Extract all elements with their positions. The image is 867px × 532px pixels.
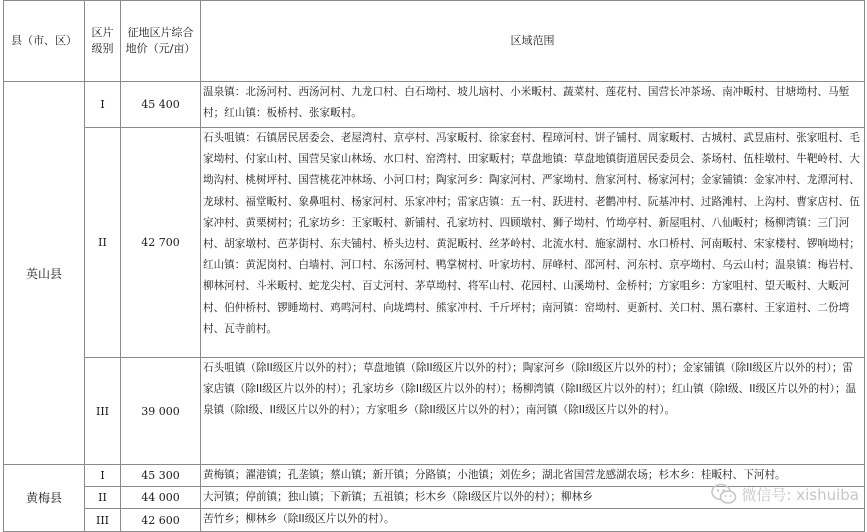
county-cell: 黄梅县 [4, 465, 85, 532]
watermark [711, 483, 859, 505]
table-row [4, 358, 865, 465]
region-cell: 苦竹乡；柳林乡（除II级区片以外的村）。 [201, 509, 865, 531]
price-cell: 44 000 [121, 487, 201, 509]
level-cell: I [85, 465, 121, 487]
region-cell: 黄梅镇；濯港镇；孔垄镇；蔡山镇；新开镇；分路镇；小池镇；刘佐乡；湖北省国营龙感湖农场；杉木乡：桂畈村、下河村。 [201, 465, 865, 487]
header-row [4, 1, 865, 82]
level-cell: II [85, 487, 121, 509]
header-county: 县（市、区） [4, 1, 85, 82]
header-price: 征地区片综合地价（元/亩） [121, 1, 201, 82]
land-price-table [3, 0, 865, 532]
region-cell: 大河镇；停前镇；独山镇；下新镇；五祖镇；杉木乡（除I级区片以外的村）；柳林乡 [201, 487, 865, 509]
level-cell: III [85, 358, 121, 465]
wechat-icon [711, 483, 737, 505]
region-cell: 温泉镇：北汤河村、西汤河村、九龙口村、白石坳村、坡儿垴村、小米畈村、蔬菜村、莲花村、国营长冲茶场、南冲畈村、甘塘坳村、马堑村；红山镇：板桥村、张家畈村。 [201, 82, 865, 128]
level-cell: III [85, 509, 121, 531]
price-cell: 45 300 [121, 465, 201, 487]
region-cell: 石头咀镇（除II级区片以外的村）；草盘地镇（除II级区片以外的村）；陶家河乡（除II级区片以外的村）；金家铺镇（除II级区片以外的村）；雷家店镇（除II级区片以外的村）；孔家坊乡（除II级区片以外的村）；杨柳湾镇（除II级区片以外的村）；红山镇（除I级、II级区片以外的村）；温泉镇（除I级、II级区片以外的村）；方家咀乡（除II级区片以外的村）；南河镇（除II级区片以外的村）。 [201, 358, 865, 465]
level-cell: II [85, 128, 121, 358]
price-cell: 42 700 [121, 128, 201, 358]
price-cell: 42 600 [121, 509, 201, 531]
header-region: 区域范围 [201, 1, 865, 82]
county-cell: 英山县 [4, 82, 85, 465]
region-cell: 石头咀镇：石镇居民居委会、老屋湾村、京亭村、冯家畈村、徐家套村、程璋河村、饼子铺村、周家畈村、古城村、武昱庙村、张家咀村、毛家坳村、付家山村、国营吴家山林场、水口村、窑湾村、田家畈村；草盘地镇：草盘地镇街道居民委员会、茶场村、伍桂墩村、牛靶岭村、大坳沟村、桃树坪村、国营桃花冲林场、小河口村；陶家河乡：陶家河村、严家坳村、詹家河村、杨家河村；金家铺镇：金家冲村、龙潭河村、龙球村、福堂畈村、象鼻咀村、杨家河村、乐家冲村；雷家店镇：五一村、跃进村、老鹳冲村、阮基冲村、过路滩村、上沟村、曹家店村、伍家冲村、黄栗树村；孔家坊乡：王家畈村、新铺村、孔家坊村、四顾墩村、狮子坳村、竹坳亭村、新屋咀村、八仙畈村；杨柳湾镇：三门河村、胡家墩村、芭茅街村、东夫铺村、桥头边村、黄泥畈村、丝茅岭村、北流水村、施家湖村、水口桥村、河南畈村、宋家楼村、锣响坳村；红山镇：黄泥岗村、白墙村、河口村、东汤河村、鸭掌树村、叶家坊村、屏峰村、邵河村、河东村、京亭坳村、乌云山村；温泉镇：梅岩村、柳林河村、斗米畈村、蛇龙尖村、百丈河村、茅草坳村、将军山村、花园村、山溪坳村、金桥村；方家咀乡：方家咀村、望天畈村、大畈河村、伯仲桥村、锣睡坳村、鸡鸣河村、向垅塆村、熊家冲村、千斤坪村；南河镇：窑坳村、更新村、关口村、黑石寨村、王家道村、二份塆村、瓦寺前村。 [201, 128, 865, 358]
level-cell: I [85, 82, 121, 128]
table-row [4, 82, 865, 128]
price-cell: 39 000 [121, 358, 201, 465]
price-cell: 45 400 [121, 82, 201, 128]
table-row [4, 509, 865, 531]
watermark-text: 微信号: xishuiba [741, 485, 859, 504]
table-row [4, 128, 865, 358]
header-level: 区片级别 [85, 1, 121, 82]
